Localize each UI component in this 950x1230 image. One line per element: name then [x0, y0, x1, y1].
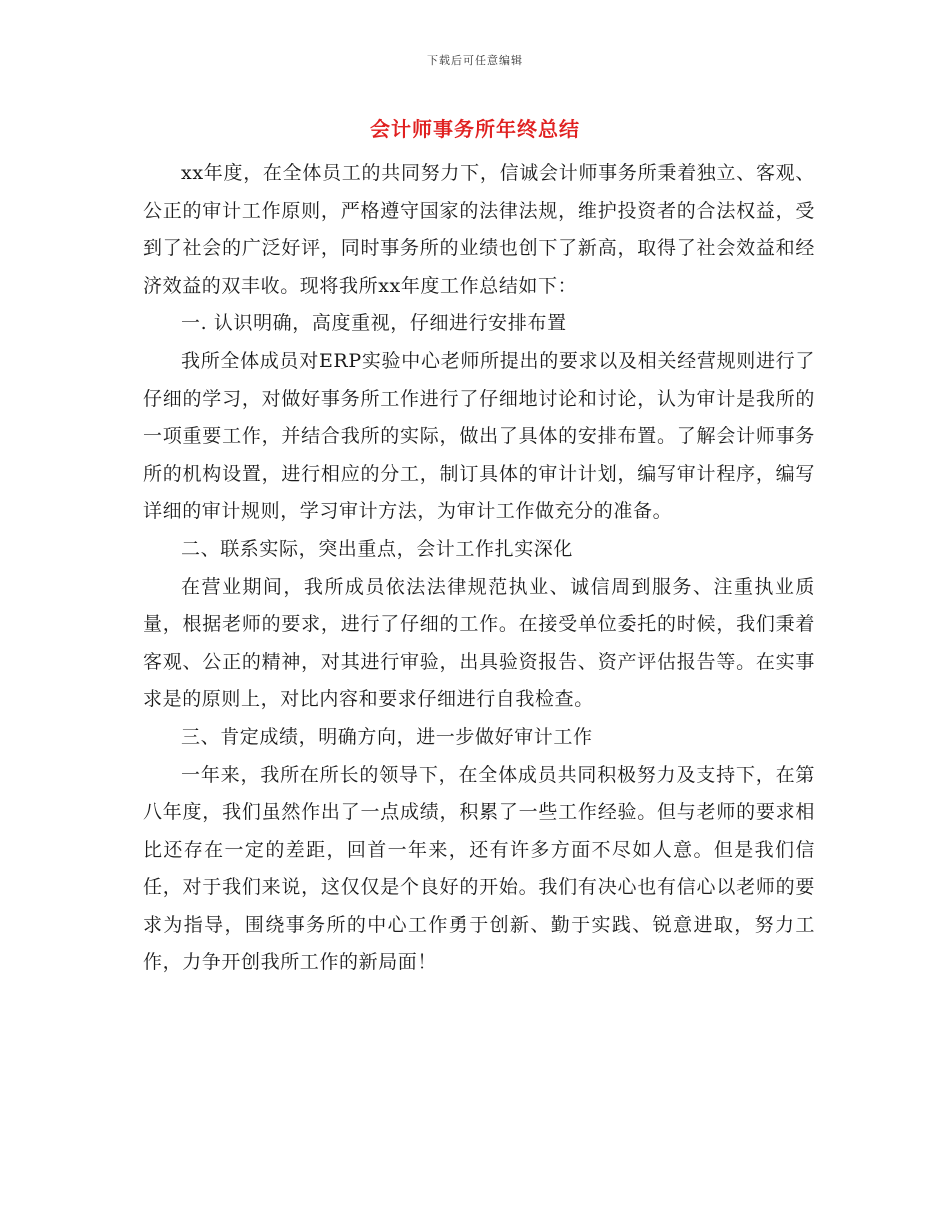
section-paragraph-1: 我所全体成员对ERP实验中心老师所提出的要求以及相关经营规则进行了仔细的学习，对做好事务所工作进行了仔细地讨论和讨论，认为审计是我所的一项重要工作，并结合我所的实际，做出了具体的安排布置。了解会计师事务所的机构设置，进行相应的分工，制订具体的审计计划，编写审计程序，编写详细的审计规则，学习审计方法，为审计工作做充分的准备。 [143, 349, 815, 523]
section-heading-3: 三、肯定成绩，明确方向，进一步做好审计工作 [181, 725, 593, 748]
section-heading-1: 一. 认识明确，高度重视，仔细进行安排布置 [181, 312, 567, 335]
section-heading-2: 二、联系实际，突出重点，会计工作扎实深化 [181, 537, 574, 560]
section-paragraph-2: 在营业期间，我所成员依法法律规范执业、诚信周到服务、注重执业质量，根据老师的要求，进行了仔细的工作。在接受单位委托的时候，我们秉着客观、公正的精神，对其进行审验，出具验资报告、资产评估报告等。在实事求是的原则上，对比内容和要求仔细进行自我检查。 [143, 575, 815, 711]
intro-paragraph: xx年度，在全体员工的共同努力下，信诚会计师事务所秉着独立、客观、公正的审计工作原则，严格遵守国家的法律法规，维护投资者的合法权益，受到了社会的广泛好评，同时事务所的业绩也创下了新高，取得了社会效益和经济效益的双丰收。现将我所xx年度工作总结如下： [143, 162, 815, 297]
document-body [143, 155, 815, 982]
header-note: 下载后可任意编辑 [427, 54, 523, 67]
document-title: 会计师事务所年终总结 [370, 117, 580, 141]
section-paragraph-3: 一年来，我所在所长的领导下，在全体成员共同积极努力及支持下，在第八年度，我们虽然作出了一点成绩，积累了一些工作经验。但与老师的要求相比还存在一定的差距，回首一年来，还有许多方面不尽如人意。但是我们信任，对于我们来说，这仅仅是个良好的开始。我们有决心也有信心以老师的要求为指导，围绕事务所的中心工作勇于创新、勤于实践、锐意进取，努力工作，力争开创我所工作的新局面！ [143, 763, 815, 974]
